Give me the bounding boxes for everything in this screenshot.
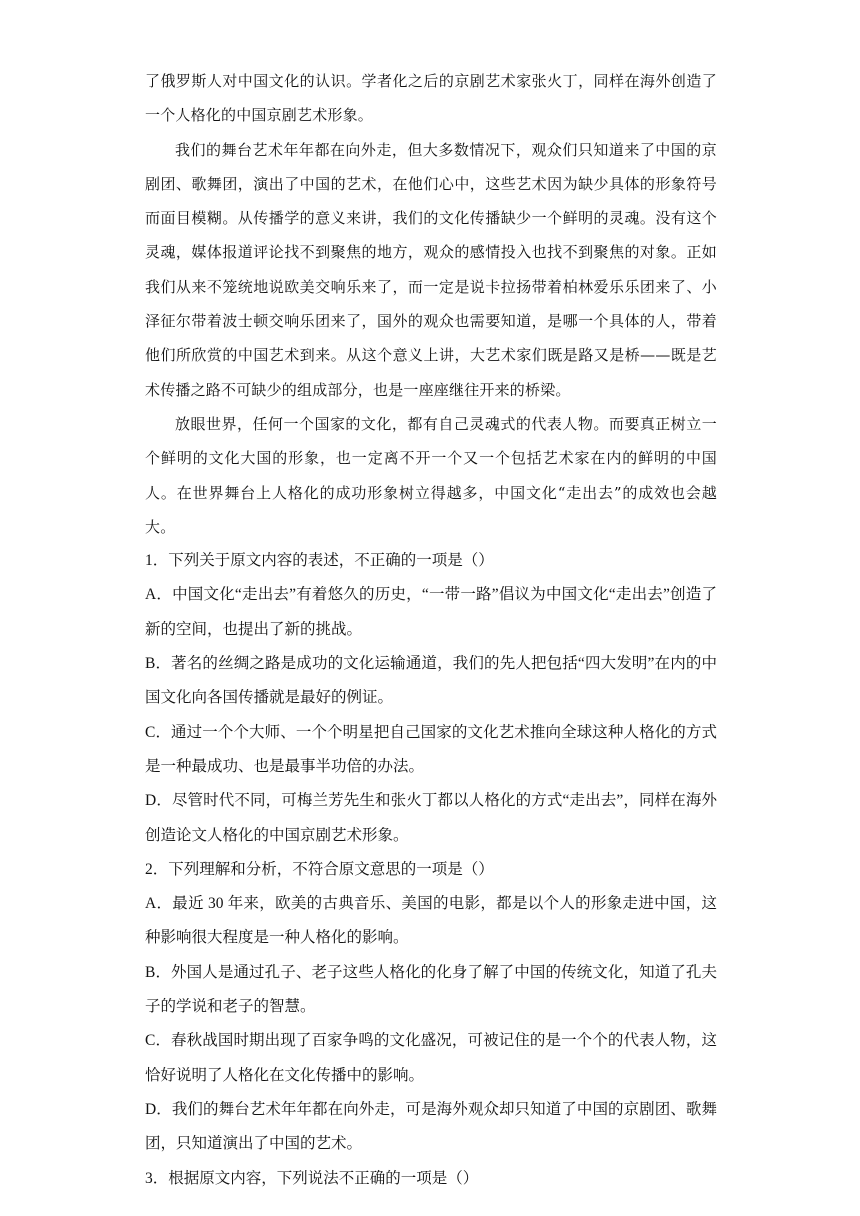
passage-paragraph-1: 了俄罗斯人对中国文化的认识。学者化之后的京剧艺术家张火丁，同样在海外创造了一个人格化的中国京剧艺术形象。: [145, 72, 717, 125]
passage-paragraph-2: 我们的舞台艺术年年都在向外走，但大多数情况下，观众们只知道来了中国的京剧团、歌舞团，演出了中国的艺术，在他们心中，这些艺术因为缺少具体的形象符号而面目模糊。从传播学的意义来讲，我们的文化传播缺少一个鲜明的灵魂。没有这个灵魂，媒体报道评论找不到聚焦的地方，观众的感情投入也找不到聚焦的对象。正如我们从来不笼统地说欧美交响乐来了，而一定是说卡拉扬带着柏林爱乐乐团来了、小泽征尔带着波士顿交响乐团来了，国外的观众也需要知道，是哪一个具体的人，带着他们所欣赏的中国艺术到来。从这个意义上讲，大艺术家们既是路又是桥——既是艺术传播之路不可缺少的组成部分，也是一座座继往开来的桥梁。: [145, 140, 717, 399]
question-2-option-d: D．我们的舞台艺术年年都在向外走，可是海外观众却只知道了中国的京剧团、歌舞团，只知道演出了中国的艺术。: [145, 1100, 717, 1153]
question-2-option-a: A．最近 30 年来，欧美的古典音乐、美国的电影，都是以个人的形象走进中国，这种影响很大程度是一种人格化的影响。: [145, 895, 717, 947]
question-1-option-c: C．通过一个个大师、一个个明星把自己国家的文化艺术推向全球这种人格化的方式是一种最成功、也是最事半功倍的办法。: [145, 723, 717, 775]
question-1-option-d: D．尽管时代不同，可梅兰芳先生和张火丁都以人格化的方式“走出去”，同样在海外创造论文人格化的中国京剧艺术形象。: [145, 792, 717, 844]
question-2-option-b: B．外国人是通过孔子、老子这些人格化的化身了解了中国的传统文化，知道了孔夫子的学说和老子的智慧。: [145, 963, 717, 1016]
questions-section: [145, 544, 717, 1196]
question-3-stem: 3．根据原文内容，下列说法不正确的一项是（）: [145, 1169, 479, 1187]
question-2-stem: 2．下列理解和分析，不符合原文意思的一项是（）: [145, 860, 494, 878]
question-2-option-c: C．春秋战国时期出现了百家争鸣的文化盛况，可被记住的是一个个的代表人物，这恰好说明了人格化在文化传播中的影响。: [145, 1032, 717, 1084]
question-1-stem: 1．下列关于原文内容的表述，不正确的一项是（）: [145, 552, 494, 570]
reading-passage: [145, 64, 717, 544]
question-1-option-a: A．中国文化“走出去”有着悠久的历史，“一带一路”倡议为中国文化“走出去”创造了新的空间，也提出了新的挑战。: [145, 586, 717, 638]
question-1-option-b: B．著名的丝绸之路是成功的文化运输通道，我们的先人把包括“四大发明”在内的中国文化向各国传播就是最好的例证。: [145, 655, 717, 707]
document-page: [145, 64, 717, 1196]
passage-paragraph-3: 放眼世界，任何一个国家的文化，都有自己灵魂式的代表人物。而要真正树立一个鲜明的文化大国的形象，也一定离不开一个又一个包括艺术家在内的鲜明的中国人。在世界舞台上人格化的成功形象树立得越多，中国文化“走出去”的成效也会越大。: [145, 414, 717, 536]
